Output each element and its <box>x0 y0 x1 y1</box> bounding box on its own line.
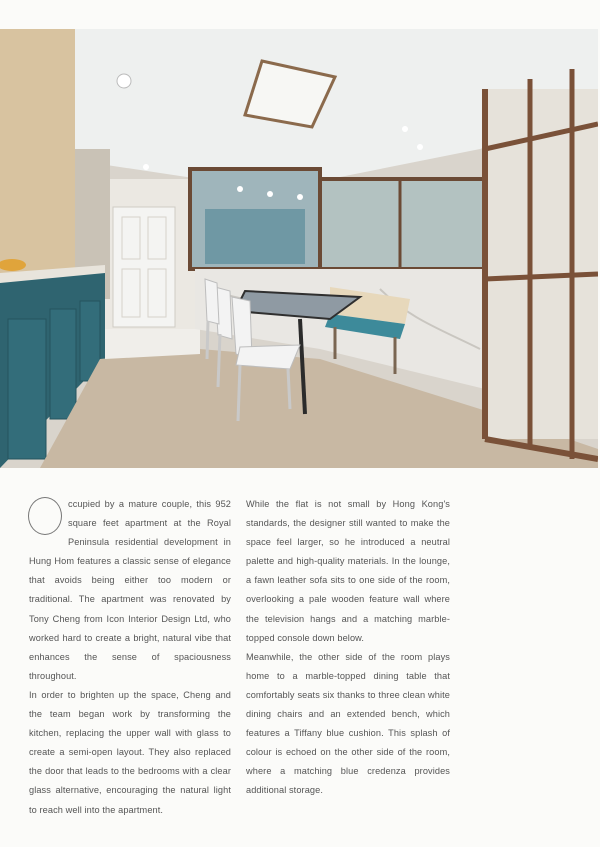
left-paragraph-2: In order to brighten up the space, Cheng and the team began work by transforming the kitchen, replacing the upper wall with glass to create a semi-open layout. They also replaced the door that leads to the bedrooms with a clear glass alternative, encouraging the natural light to reach well into the apartment. <box>29 689 231 815</box>
left-paragraph-1 <box>29 495 231 686</box>
right-paragraph-2: Meanwhile, the other side of the room plays home to a marble-topped dining table that comfortably seats six thanks to three clean white dining chairs and an extended bench, which features a Tiffany blue cushion. This splash of colour is echoed on the other side of the room, where a matching blue credenza provides additional storage. <box>246 651 450 796</box>
dropcap-letter <box>28 497 62 535</box>
left-column <box>29 495 231 820</box>
right-column <box>246 495 450 801</box>
interior-photo <box>0 29 598 468</box>
dining-room-illustration <box>0 29 598 468</box>
right-paragraph-1: While the flat is not small by Hong Kong's standards, the designer still wanted to make the space feel larger, so he introduced a neutral palette and high-quality materials. In the lounge, a fawn leather sofa sits to one side of the room, overlooking a pale wooden feature wall where the television hangs and a matching marble-topped console down below. <box>246 499 450 643</box>
left-paragraph-1-text: ccupied by a mature couple, this 952 square feet apartment at the Royal Peninsula residential development in Hung Hom features a classic sense of elegance that avoids being either too modern or traditional. The apartment was renovated by Tony Cheng from Icon Interior Design Ltd, who worked hard to create a bright, natural vibe that enhances the sense of spaciousness throughout. <box>29 499 231 681</box>
